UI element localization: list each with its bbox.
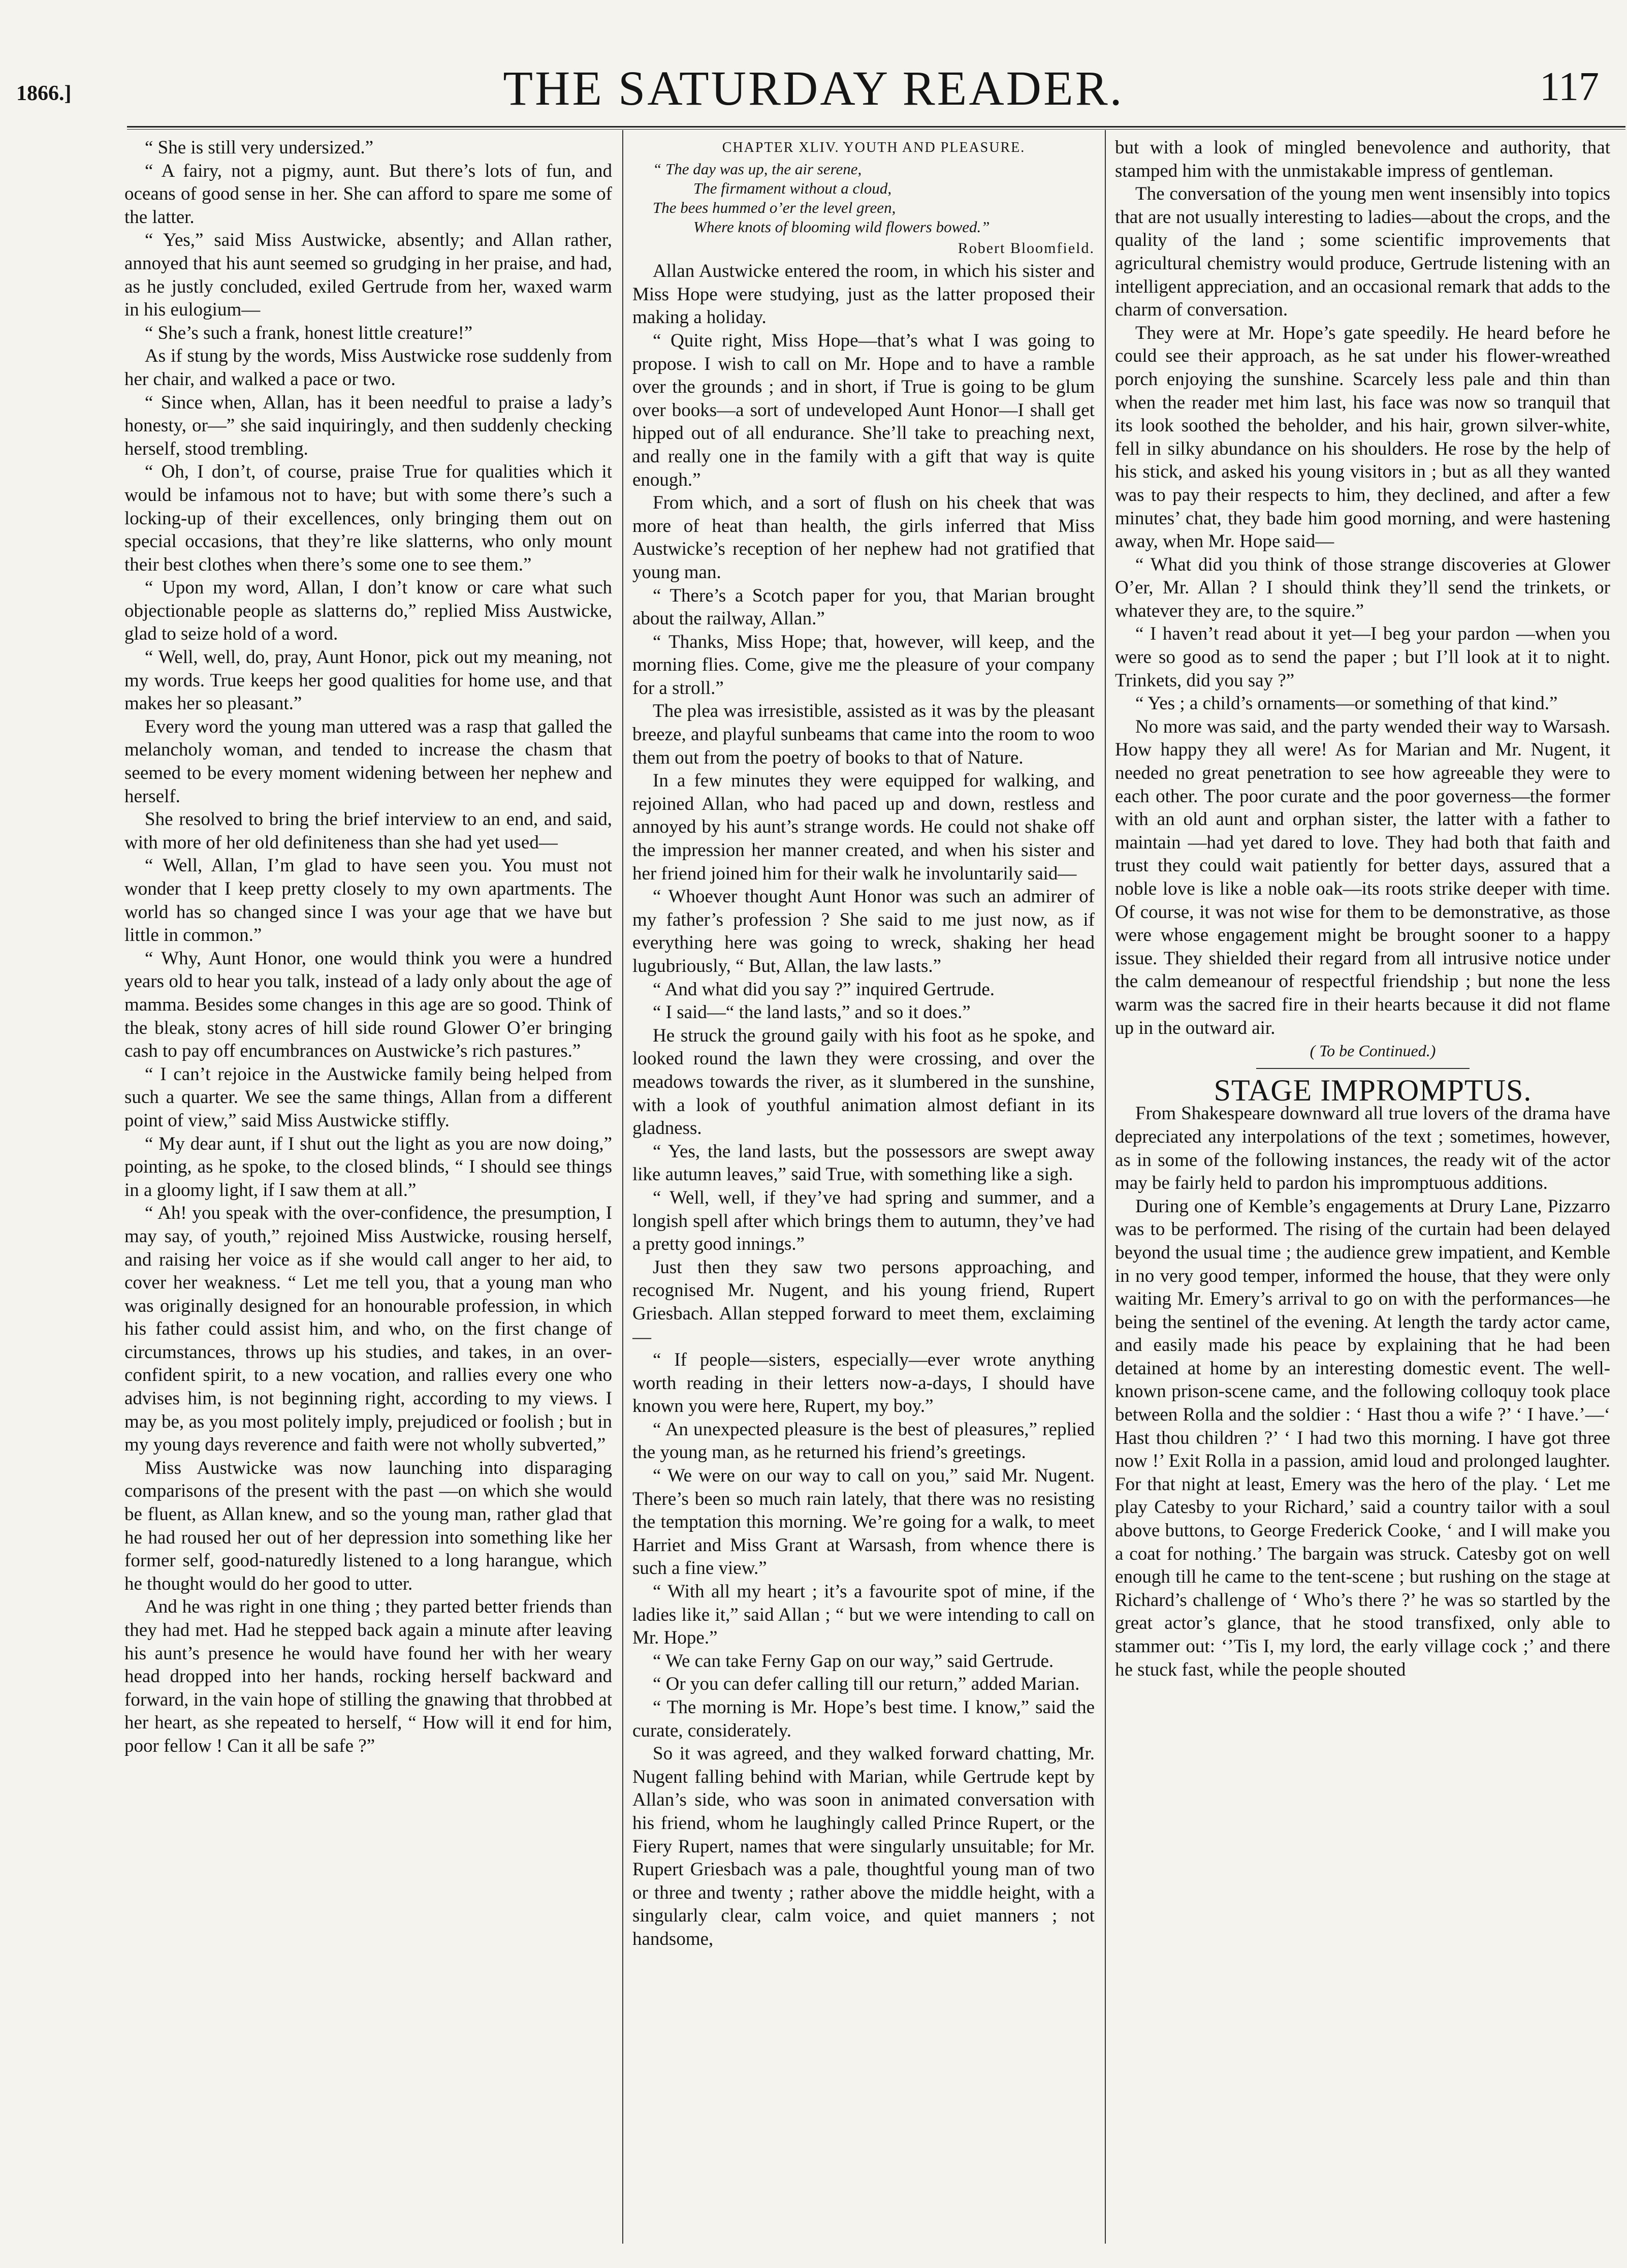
paragraph: “ I can’t rejoice in the Austwicke family being helped from such a quarter. We see the same things, Allan from a different point of view,” said Miss Austwicke stiffly. [124,1063,612,1131]
poem-author: Robert Bloomfield. [958,239,1095,257]
paragraph: “ There’s a Scotch paper for you, that Marian brought about the railway, Allan.” [632,585,1095,629]
paragraph: Miss Austwicke was now launching into disparaging comparisons of the present with the past —on which she would be fluent, as Allan knew, and so the young man, rather glad that he had roused her out of her depression into something like her former self, good-naturedly listened to a long harangue, which he thought would do her good to utter. [124,1457,612,1594]
poem-line: The firmament without a cloud, [693,179,892,197]
paragraph: “ Well, well, do, pray, Aunt Honor, pick out my meaning, not my words. True keeps her good qualities for home use, and that makes her so pleasant.” [124,647,612,714]
paragraph: “ Quite right, Miss Hope—that’s what I was going to propose. I wish to call on Mr. Hope and to have a ramble over the grounds ; and in short, if True is going to be glum over books—a sort of undeveloped Aunt Honor—I shall get hipped out of all endurance. She’ll take to preaching next, and really one in the family with a gift that way is quite enough.” [632,330,1095,490]
paragraph: “ Upon my word, Allan, I don’t know or care what such objectionable people as slatterns do,” replied Miss Austwicke, glad to seize hold of a word. [124,577,612,645]
paragraph: “ I haven’t read about it yet—I beg your pardon —when you were so good as to send the paper ; but I’ll look at it to night. Trinkets, did you say ?” [1115,623,1610,691]
paragraph: “ She’s such a frank, honest little creature!” [145,322,473,343]
header-rule-thin [127,129,1625,130]
paragraph: In a few minutes they were equipped for walking, and rejoined Allan, who had paced up and down, restless and annoyed by his aunt’s strange words. He could not shake off the impression her manner created, and when his sister and her friend joined him for their walk he involuntarily said— [632,770,1095,884]
poem-line: Where knots of blooming wild flowers bowed.” [693,217,990,236]
column-2 [632,136,1095,2255]
paragraph: “ And what did you say ?” inquired Gertrude. [653,979,995,1000]
section-title: STAGE IMPROMPTUS. [1214,1073,1532,1107]
paragraph: From which, and a sort of flush on his cheek that was more of heat than health, the girls inferred that Miss Austwicke’s reception of her nephew had not gratified that young man. [632,492,1095,583]
paragraph: From Shakespeare downward all true lovers of the drama have depreciated any interpolations of the text ; sometimes, however, as in some of the following instances, the ready wit of the actor may be fairly held to pardon his impromptuous additions. [1115,1103,1610,1194]
paragraph: They were at Mr. Hope’s gate speedily. He heard before he could see their approach, as he sat under his flower-wreathed porch enjoying the sunshine. Scarcely less pale and thin than when the reader met him last, his face was now so tranquil that its look soothed the beholder, and his hair, grown silver-white, fell in silky abundance on his shoulders. He rose by the help of his stick, and asked his young visitors in ; but as all they wanted was to pay their respects to him, they declined, and after a few minutes’ chat, they bade him good morning, and were hastening away, when Mr. Hope said— [1115,322,1610,552]
paragraph: “ Yes, the land lasts, but the possessors are swept away like autumn leaves,” said True, with something like a sigh. [632,1141,1095,1185]
chapter-heading: CHAPTER XLIV. YOUTH AND PLEASURE. [722,140,1026,155]
column-1 [124,136,612,2255]
poem-line: The bees hummed o’er the level green, [653,198,896,216]
paragraph: “ She is still very undersized.” [145,137,374,158]
column-divider [1105,130,1106,2244]
paragraph: “ Or you can defer calling till our return,” added Marian. [653,1674,1080,1695]
paragraph: “ Yes,” said Miss Austwicke, absently; and Allan rather, annoyed that his aunt seemed so grudging in her praise, and had, as he justly concluded, exiled Gertrude from her, waxed warm in his eulogium— [124,230,612,321]
masthead [0,60,1627,121]
paragraph: “ Ah! you speak with the over-confidence, the presumption, I may say, of youth,” rejoined Miss Austwicke, rousing herself, and raising her voice as if she would call anger to her aid, to cover her weakness. “ Let me tell you, that a young man who was originally designed for an honourable profession, in which his father could assist him, and who, on the first change of circumstances, throws up his studies, and takes, in an over-confident spirit, to a new vocation, and rallies every one who advises him, is not beginning right, according to my views. I may be, as you most politely imply, prejudiced or foolish ; but in my young days reverence and faith were not wholly subverted,” [124,1203,612,1456]
paragraph: “ An unexpected pleasure is the best of pleasures,” replied the young man, as he returned his friend’s greetings. [632,1419,1095,1463]
header-rule [127,126,1625,128]
paragraph: And he was right in one thing ; they parted better friends than they had met. Had he stepped back again a minute after leaving his aunt’s presence he would have found her with her weary head dropped into her hands, rocking herself backward and forward, in the vain hope of stilling the gnawing that throbbed at her heart, as she repeated to herself, “ How will it end for him, poor fellow ! Can it all be safe ?” [124,1596,612,1756]
paragraph: The plea was irresistible, assisted as it was by the pleasant breeze, and playful sunbeams that came into the room to woo them out from the poetry of books to that of Nature. [632,701,1095,768]
paragraph: “ My dear aunt, if I shut out the light as you are now doing,” pointing, as he spoke, to the closed blinds, “ I should see things in a gloomy light, if I saw them at all.” [124,1133,612,1201]
paragraph: “ Well, Allan, I’m glad to have seen you. You must not wonder that I keep pretty closely to my own apartments. The world has so changed since I was your age that we have but little in common.” [124,855,612,946]
column-divider [622,130,623,2244]
paragraph: “ If people—sisters, especially—ever wrote anything worth reading in their letters now-a-days, I should have known you were here, Rupert, my boy.” [632,1349,1095,1417]
to-be-continued: ( To be Continued.) [1310,1042,1436,1060]
paragraph: She resolved to bring the brief interview to an end, and said, with more of her old definiteness than she had yet used— [124,809,612,853]
paragraph: “ Oh, I don’t, of course, praise True for qualities which it would be infamous not to have; but with some there’s such a locking-up of their excellences, only bringing them out on special occasions, that they’re like slatterns, who only mount their best clothes when there’s some one to see them.” [124,461,612,575]
paragraph: “ Thanks, Miss Hope; that, however, will keep, and the morning flies. Come, give me the pleasure of your company for a stroll.” [632,631,1095,699]
paragraph: Just then they saw two persons approaching, and recognised Mr. Nugent, and his young friend, Rupert Griesbach. Allan stepped forward to meet them, exclaiming— [632,1256,1095,1347]
paragraph: “ Why, Aunt Honor, one would think you were a hundred years old to hear you talk, instead of a lady only about the age of mamma. Besides some changes in this age are so good. Think of the bleak, stony acres of hill side round Glower O’er bringing cash to pay off encumbrances on Austwicke’s rich pastures.” [124,948,612,1062]
paragraph: During one of Kemble’s engagements at Drury Lane, Pizzarro was to be performed. The rising of the curtain had been delayed beyond the usual time ; the audience grew impatient, and Kemble in no very good temper, informed the house, that they were only waiting Mr. Emery’s arrival to go on with the performances—he being the sentinel of the evening. At length the tardy actor came, and easily made his peace by explaining that he had been detained at home by an interesting domestic event. The well-known prison-scene came, and the following colloquy took place between Rolla and the soldier : ‘ Hast thou a wife ?’ ‘ I have.’—‘ Hast thou children ?’ ‘ I had two this morning. I have got three now !’ Exit Rolla in a passion, amid loud and prolonged laughter. For that night at least, Emery was the hero of the play. ‘ Let me play Catesby to your Richard,’ said a country tailor with a soul above buttons, to George Frederick Cooke, ‘ and I will make you a coat for nothing.’ The bargain was struck. Catesby got on well enough till he came to the tent-scene ; but rushing on the stage at Richard’s challenge of ‘ Who’s there ?’ he was so startled by the great actor’s glance, that he stood transfixed, only able to stammer out: ‘’Tis I, my lord, the early village cock ;’ and there he stuck fast, while the people shouted [1115,1195,1610,1680]
paragraph: No more was said, and the party wended their way to Warsash. How happy they all were! As for Marian and Mr. Nugent, it needed no great penetration to see how agreeable they were to each other. The poor curate and the poor governess—the former with an old aunt and orphan sister, the latter with a father to maintain —had yet dared to love. They had both that faith and trust they could wait patiently for better days, assured that a noble love is like a noble oak—its roots strike deeper with time. Of course, it was not wise for them to be demonstrative, as those were whose engagement might be brought sooner to a happy issue. They shielded their regard from all intrusive notice under the calm demeanour of respectful friendship ; but none the less warm was the sacred fire in their hearts because it did not flame up in the outward air. [1115,716,1610,1038]
paragraph: “ Well, well, if they’ve had spring and summer, and a longish spell after which brings them to autumn, they’ve had a pretty good innings.” [632,1187,1095,1255]
paragraph: As if stung by the words, Miss Austwicke rose suddenly from her chair, and walked a pace or two. [124,345,612,390]
paper-title: THE SATURDAY READER. [503,61,1124,115]
page-number: 117 [1539,65,1599,109]
paragraph: “ Yes ; a child’s ornaments—or something of that kind.” [1135,693,1558,714]
paragraph: “ A fairy, not a pigmy, aunt. But there’s lots of fun, and oceans of good sense in her. She can afford to spare me some of the latter. [124,160,612,228]
paragraph: The conversation of the young men went insensibly into topics that are not usually interesting to ladies—about the crops, and the quality of the land ; some scientific improvements that agricultural chemistry would produce, Gertrude listening with an intelligent appreciation, and an occasional remark that adds to the charm of conversation. [1115,183,1610,321]
paragraph: “ I said—“ the land lasts,” and so it does.” [653,1002,971,1023]
paragraph: “ Whoever thought Aunt Honor was such an admirer of my father’s profession ? She said to me just now, as if everything here was going to wreck, shaking her head lugubriously, “ But, Allan, the law lasts.” [632,886,1095,976]
paragraph: “ We were on our way to call on you,” said Mr. Nugent. There’s been so much rain lately, that there was no resisting the temptation this morning. We’re going for a walk, to meet Harriet and Miss Grant at Warsash, from whence there is such a fine view.” [632,1465,1095,1579]
poem-line: “ The day was up, the air serene, [653,160,862,178]
paragraph: So it was agreed, and they walked forward chatting, Mr. Nugent falling behind with Marian, while Gertrude kept by Allan’s side, who was soon in animated conversation with his friend, whom he laughingly called Prince Rupert, or the Fiery Rupert, names that were singularly unsuitable; for Mr. Rupert Griesbach was a pale, thoughtful young man of two or three and twenty ; rather above the middle height, with a singularly clear, calm voice, and quiet manners ; not handsome, [632,1743,1095,1949]
paragraph: Allan Austwicke entered the room, in which his sister and Miss Hope were studying, just as the latter proposed their making a holiday. [632,261,1095,328]
issue-date: 1866.] [16,82,72,105]
column-3 [1115,136,1610,2255]
section-divider [1256,1068,1470,1069]
paragraph: “ What did you think of those strange discoveries at Glower O’er, Mr. Allan ? I should think they’ll send the trinkets, or whatever they are, to the squire.” [1115,554,1610,621]
paragraph: He struck the ground gaily with his foot as he spoke, and looked round the lawn they were crossing, and over the meadows towards the river, as it slumbered in the sunshine, with a look of youthful animation almost defiant in its gladness. [632,1025,1095,1139]
paragraph: “ We can take Ferny Gap on our way,” said Gertrude. [653,1650,1054,1672]
paragraph: but with a look of mingled benevolence and authority, that stamped him with the unmistakable impress of gentleman. [1115,137,1610,181]
paragraph: “ Since when, Allan, has it been needful to praise a lady’s honesty, or—” she said inquiringly, and then suddenly checking herself, stood trembling. [124,392,612,459]
paragraph: Every word the young man uttered was a rasp that galled the melancholy woman, and tended to increase the chasm that seemed to be every moment widening between her nephew and herself. [124,716,612,807]
paragraph: “ The morning is Mr. Hope’s best time. I know,” said the curate, considerately. [632,1697,1095,1741]
paragraph: “ With all my heart ; it’s a favourite spot of mine, if the ladies like it,” said Allan ; “ but we were intending to call on Mr. Hope.” [632,1581,1095,1649]
